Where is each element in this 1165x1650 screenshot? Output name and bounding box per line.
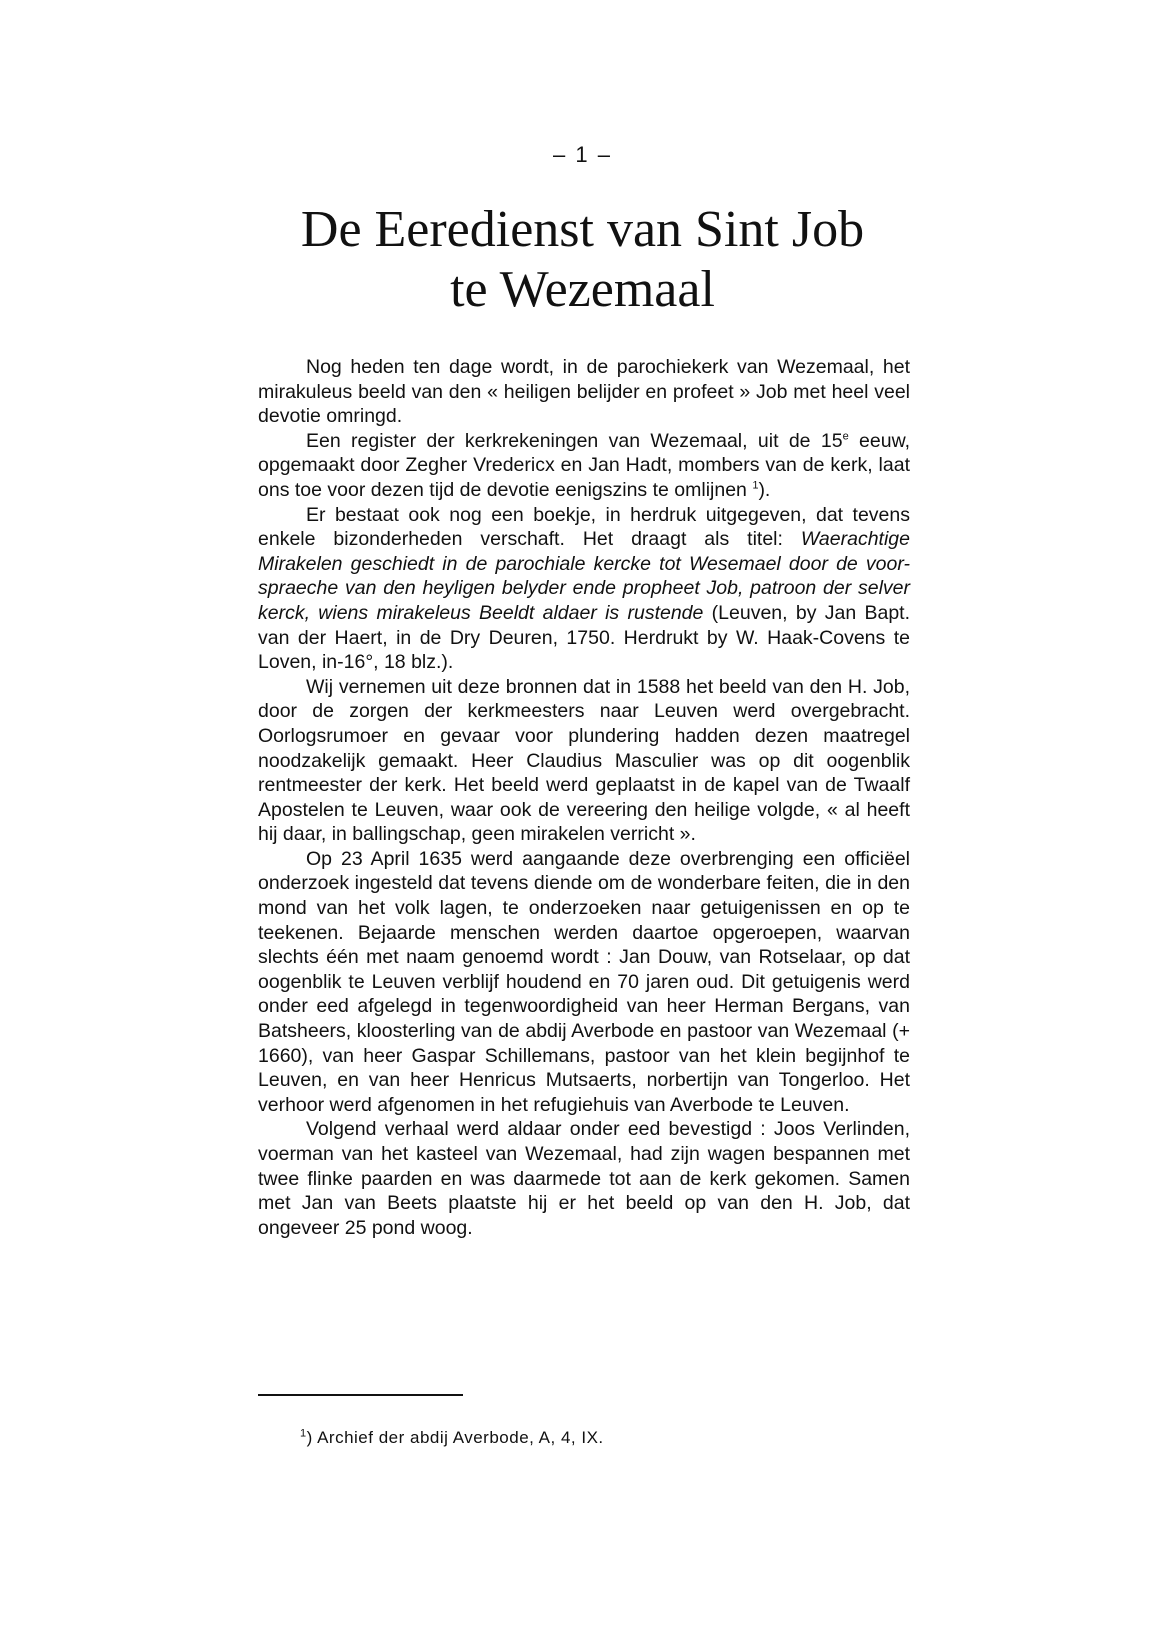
page-number: – 1 –: [553, 142, 612, 167]
paragraph-6: Volgend verhaal werd aldaar onder eed bevestigd : Joos Verlinden, voerman van het kasteel van Wezemaal, had zijn wagen bespannen met twee flinke paarden en was daarmede tot aan de kerk gekomen. Samen met Jan van Beets plaatste hij er het beeld op van den H. Job, dat ongeveer 25 pond woog.: [258, 1118, 910, 1239]
paragraph-5: Op 23 April 1635 werd aangaande deze overbrenging een officiëel onderzoek ingesteld dat tevens diende om de wonderbare feiten, die in den mond van het volk lagen, te onderzoeken naar getuigenissen en op te teekenen. Bejaarde menschen werden daartoe opgeroepen, waarvan slechts één met naam genoemd wordt : Jan Douw, van Rotselaar, op dat oogenblik te Leuven verblijf houdend en 70 jaren oud. Dit getuigenis werd onder eed afgelegd in tegenwoordigheid van heer Herman Bergans, van Batsheers, kloosterling van de abdij Averbode en pastoor van Wezemaal (+ 1660), van heer Gaspar Schillemans, pastoor van het klein begijnhof te Leuven, en van heer Henricus Mutsaerts, norbertijn van Tongerloo. Het verhoor werd afgenomen in het refugiehuis van Averbode te Leuven.: [258, 847, 910, 1116]
book-title-italic: Waerachtige Mirakelen geschiedt in de parochiale kercke tot Wesemael door de voor-spraeche van den heyligen belyder ende propheet Job, patroon der selver kerck, wiens mirakeleus Beeldt aldaer is rustende: [258, 528, 910, 624]
footnote: [300, 1428, 604, 1448]
paragraph-2-end: ).: [758, 478, 771, 501]
paragraph-2-start: Een register der kerkrekeningen van Wezemaal, uit de 15: [306, 429, 843, 452]
paragraph-3-start: Er bestaat ook nog een boekje, in herdruk uitgegeven, dat tevens enkele bizonderheden verschaft. Het draagt als titel:: [258, 503, 910, 551]
paragraph-2-middle: eeuw, opgemaakt door Zegher Vredericx en Jan Hadt, mombers van de kerk, laat ons toe voor dezen tijd de devotie eenigszins te omlijnen: [258, 429, 910, 501]
paragraph-1: Nog heden ten dage wordt, in de parochiekerk van Wezemaal, het mirakuleus beeld van den « heiligen belijder en profeet » Job met heel veel devotie omringd.: [258, 356, 910, 428]
paragraph-4: Wij vernemen uit deze bronnen dat in 1588 het beeld van den H. Job, door de zorgen der kerkmeesters naar Leuven werd overgebracht. Oorlogsrumoer en gevaar voor plundering hadden dezen maatregel noodzakelijk gemaakt. Heer Claudius Masculier was op dit oogenblik rentmeester der kerk. Het beeld werd geplaatst in de kapel van de Twaalf Apostelen te Leuven, waar ook de vereering den heilige volgde, « al heeft hij daar, in ballingschap, geen mirakelen verricht ».: [258, 675, 910, 846]
footnote-reference: 1: [752, 479, 759, 492]
page-title: [0, 200, 1165, 320]
body-text: [258, 355, 910, 1240]
footnote-divider: [258, 1394, 463, 1396]
paragraph-3-end: (Leuven, by Jan Bapt. van der Haert, in de Dry Deuren, 1750. Herdrukt by W. Haak-Covens te Loven, in-16°, 18 blz.).: [258, 601, 910, 674]
paragraph-2: [258, 429, 910, 503]
paragraph-3: [258, 503, 910, 675]
footnote-marker: 1: [300, 1427, 307, 1440]
title-line-2: te Wezemaal: [450, 261, 715, 318]
ordinal-suffix: e: [842, 430, 849, 443]
title-line-1: De Eeredienst van Sint Job: [300, 201, 865, 258]
footnote-text: ) Archief der abdij Averbode, A, 4, IX.: [306, 1428, 604, 1447]
